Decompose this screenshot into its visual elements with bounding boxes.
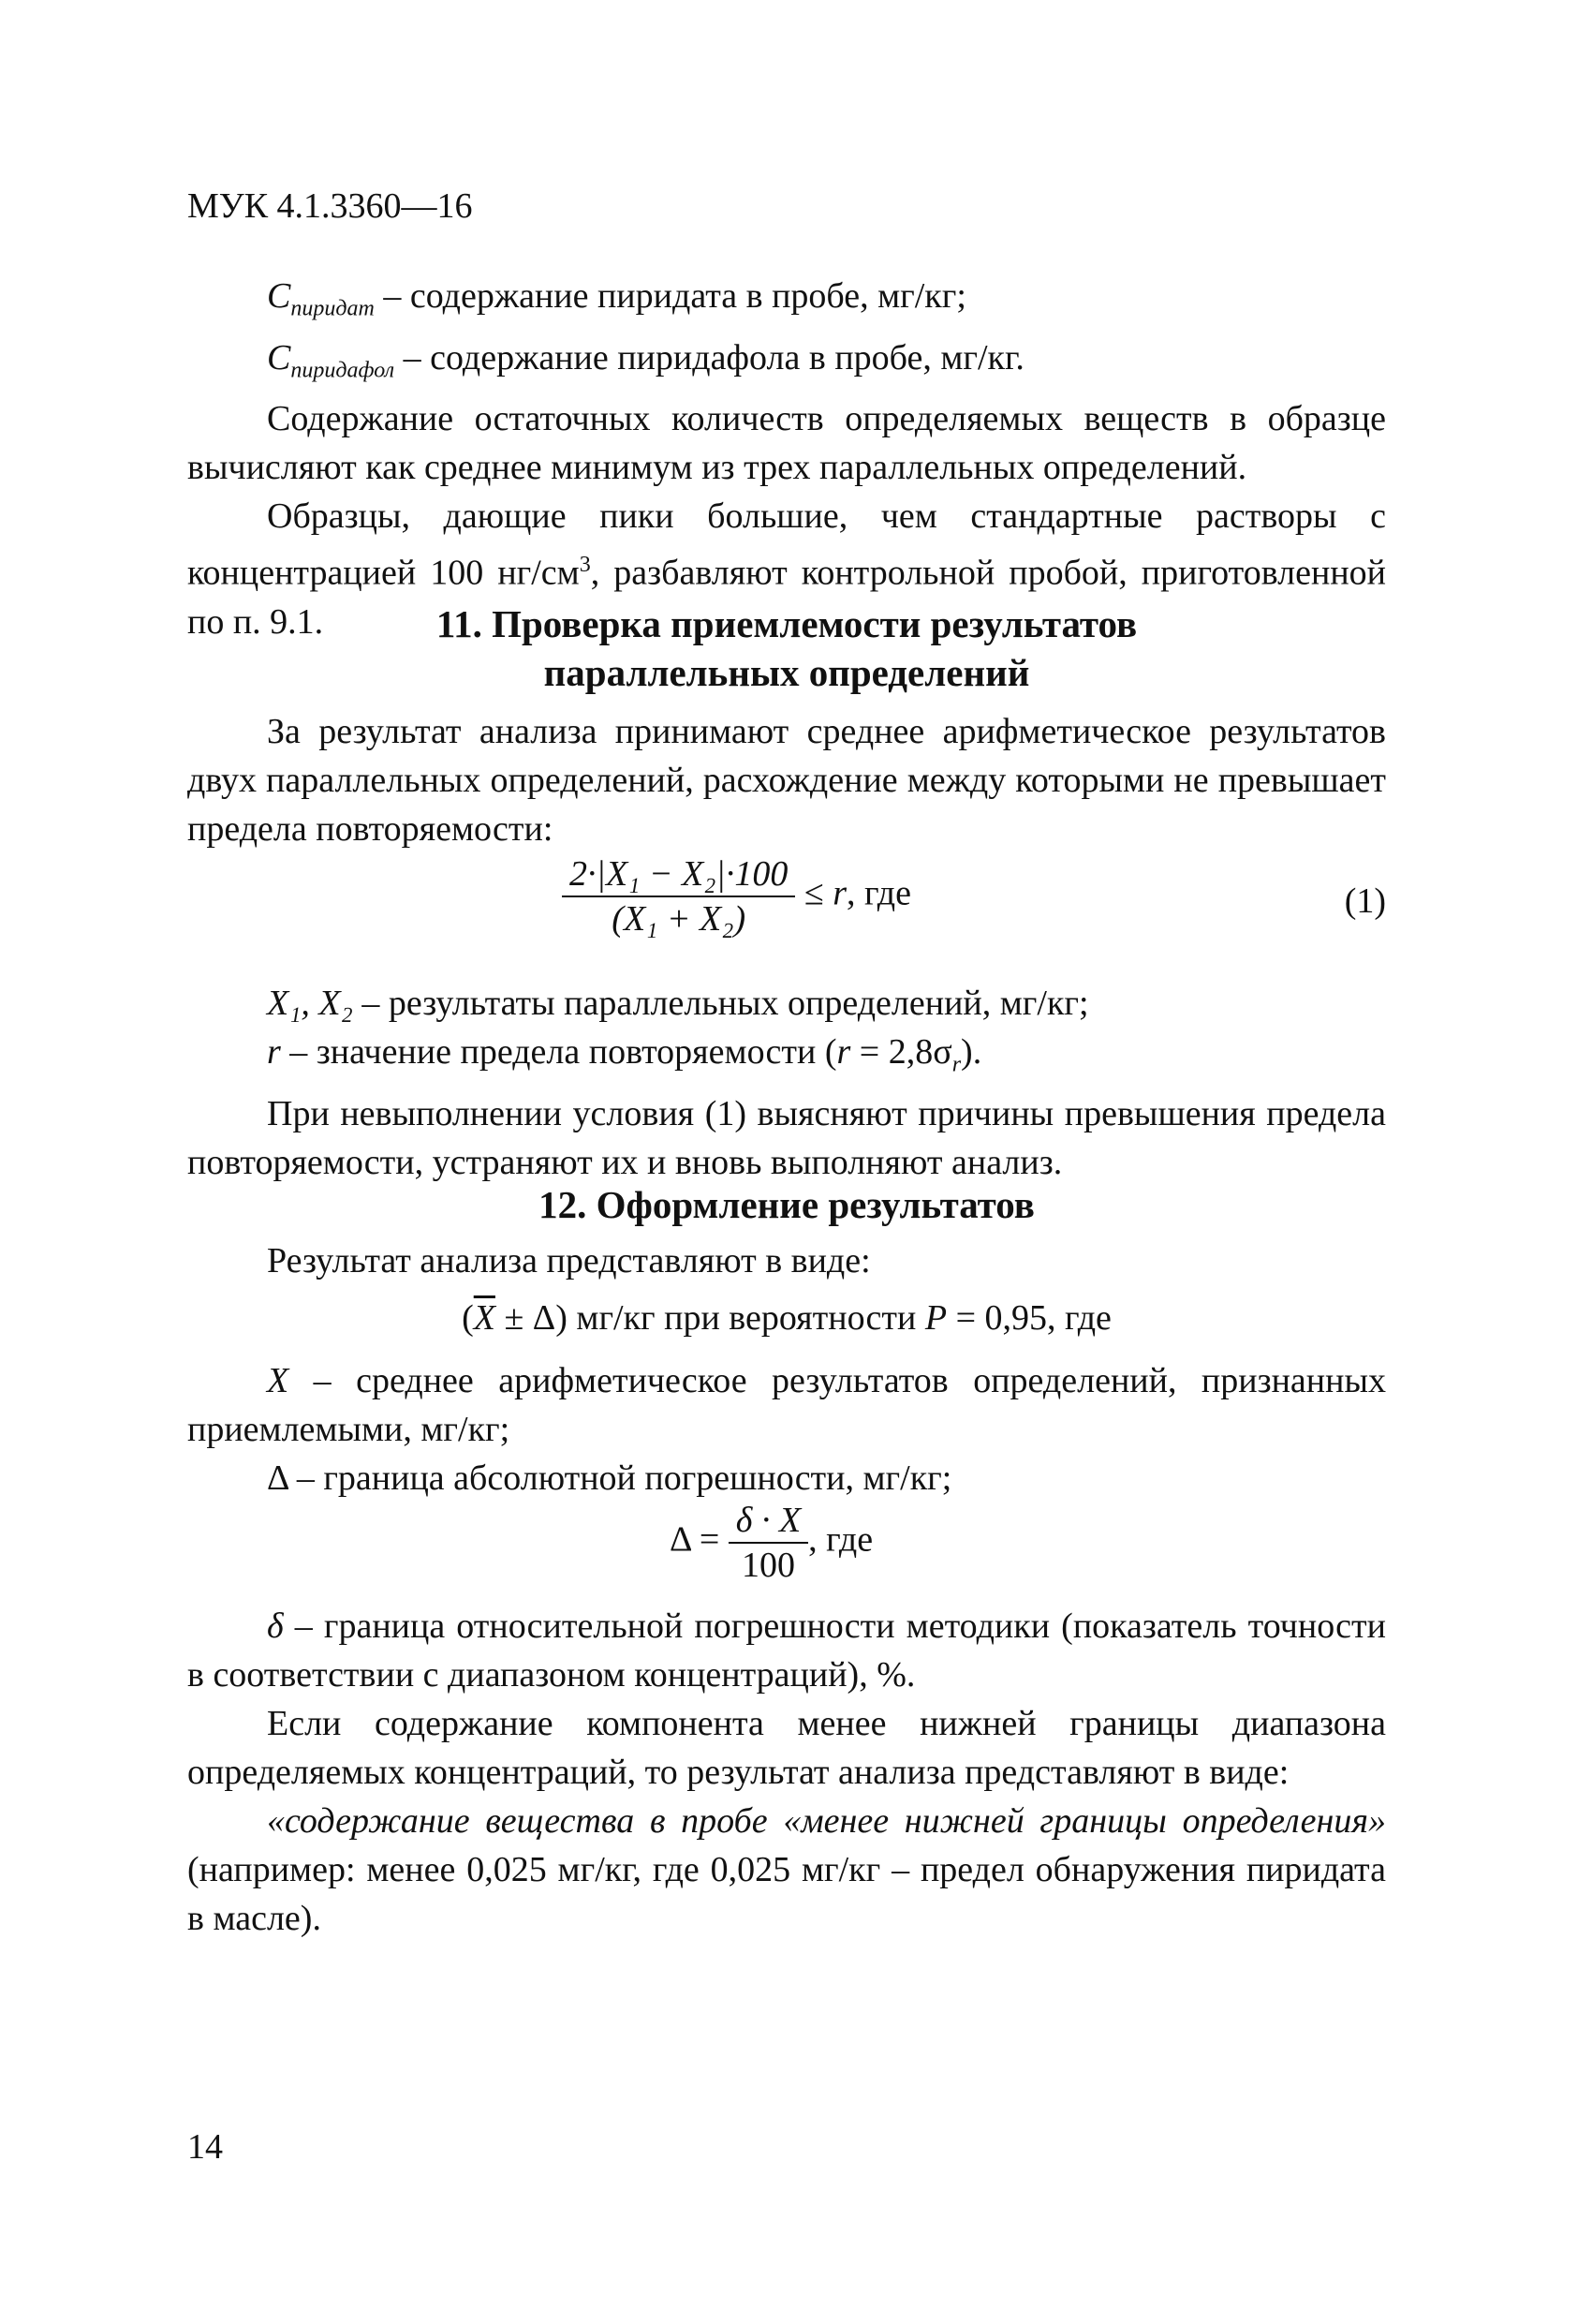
formula-1-body: $\frac{\text{2·|X₁ − X₂|·100}}{\text{(X₁ + X₂)}}$ ≤ r, где [562,852,911,940]
paragraph-dilution: Образцы, дающие пики большие, чем стандартные растворы с концентрацией 100 $нг/см^3$, разбавляют контрольной пробой, приготовленной по п. 9.1. [187,496,1386,642]
formula-1-fraction [562,852,795,940]
section-11-title: 11. Проверка приемлемости результатов параллельных определений [435,602,1138,694]
formula-1 [187,852,1386,965]
definitions-top [187,272,1386,646]
paragraph-below-limit: Если содержание компонента менее нижней границы диапазона определяемых концентраций, то результат анализа представляют в виде: [187,1704,1386,1792]
delta-fraction [729,1499,808,1587]
def-x1-x2: X₁, X₂ – результаты параллельных определений, мг/кг; [267,984,1089,1023]
def-r: r – значение предела повторяемости $(r = 2,8\sigma_r)$. [267,1032,982,1077]
section-11-intro: За результат анализа принимают среднее арифметическое результатов двух параллельных определений, расхождение между которыми не превышает предела повторяемости: [187,712,1386,849]
formula-1-denominator: (X₁ + X₂) [612,899,746,939]
delta-formula: Δ = $\frac{\delta \cdot X}{100}$ , где [670,1501,874,1585]
def-delta: Δ – граница абсолютной погрешности, мг/кг; [267,1458,952,1498]
def-x-mean: X – среднее арифметическое результатов определений, признанных приемлемыми, мг/кг; [187,1361,1386,1449]
paragraph-average: Содержание остаточных количеств определяемых веществ в образце вычисляют как среднее минимум из трех параллельных определений. [187,399,1386,488]
section-12-definitions [187,1356,1386,1502]
result-expression: $(\overline{X} \pm \Delta)$ мг/кг при вероятности P = 0,95, где [462,1298,1112,1338]
def-delta-relative: δ – граница относительной погрешности методики (показатель точности в соответствии с диапазоном концентраций), %. [187,1606,1386,1695]
paragraph-failure: При невыполнении условия (1) выясняют причины превышения предела повторяемости, устраняют их и вновь выполняют анализ. [187,1093,1386,1182]
section-12-body [187,1602,1386,1943]
def-piridat: $C_{пиридат}$ – содержание пиридата в пробе, мг/кг; [267,276,966,321]
delta-numerator: δ · X [729,1499,808,1544]
section-11-definitions [187,979,1386,1187]
document-code: МУК 4.1.3360—16 [187,186,473,226]
formula-1-numerator: 2·|X₁ − X₂|·100 [562,852,795,897]
section-12-intro: Результат анализа представляют в виде: [267,1241,871,1280]
section-12-title: 12. Оформление результатов [538,1183,1035,1226]
page-number: 14 [187,2127,223,2167]
formula-1-number: (1) [1344,881,1386,921]
delta-denominator: 100 [741,1546,795,1585]
paragraph-example: «содержание вещества в пробе «менее нижней границы определения» (например: менее 0,025 мг/кг, где 0,025 мг/кг – предел обнаружения пиридата в масле). [187,1801,1386,1938]
def-piridafol: $C_{пиридафол}$ – содержание пиридафола в пробе, мг/кг. [267,337,1024,383]
